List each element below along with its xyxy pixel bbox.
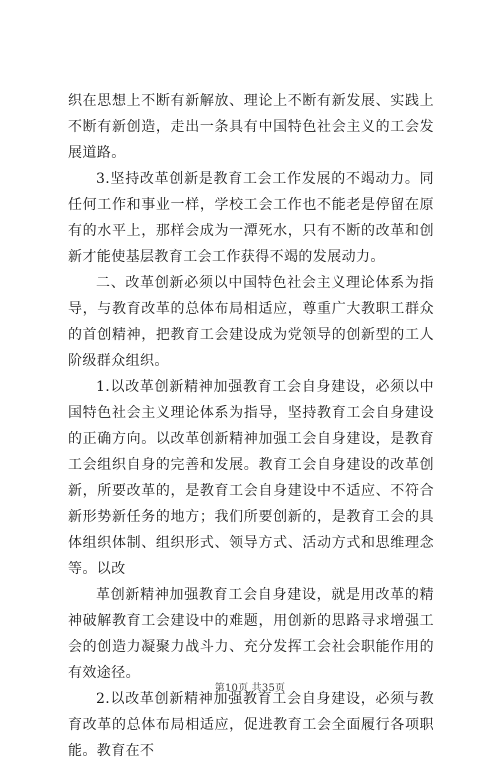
document-body xyxy=(68,88,434,764)
paragraph-section-2: 二、改革创新必须以中国特色社会主义理论体系为指导，与教育改革的总体布局相适应，尊重广大教职工群众的首创精神，把教育工会建设成为党领导的创新型的工人阶级群众组织。 xyxy=(68,275,434,369)
paragraph-point-1: 1.以改革创新精神加强教育工会自身建设，必须以中国特色社会主义理论体系为指导，坚持教育工会自身建设的正确方向。以改革创新精神加强工会自身建设，是教育工会组织自身的完善和发展。教育工会自身建设的改革创新，所要改革的，是教育工会自身建设中不适应、不符合新形势新任务的地方；我们所要创新的，是教育工会的具体组织体制、组织形式、领导方式、活动方式和思维理念等。以改 xyxy=(68,379,434,577)
paragraph-point-3: 3.坚持改革创新是教育工会工作发展的不竭动力。同任何工作和事业一样，学校工会工作也不能老是停留在原有的水平上，那样会成为一潭死水，只有不断的改革和创新才能使基层教育工会工作获得不竭的发展动力。 xyxy=(68,171,434,265)
page-number-footer: 第10页 共35页 xyxy=(214,683,286,694)
paragraph-continuation: 织在思想上不断有新解放、理论上不断有新发展、实践上不断有新创造，走出一条具有中国特色社会主义的工会发展道路。 xyxy=(68,93,434,161)
paragraph-point-1-continued: 革创新精神加强教育工会自身建设，就是用改革的精神破解教育工会建设中的难题，用创新的思路寻求增强工会的创造力凝聚力战斗力、充分发挥工会社会职能作用的有效途径。 xyxy=(68,587,434,681)
paragraph-point-2: 2.以改革创新精神加强教育工会自身建设，必须与教育改革的总体布局相适应，促进教育工会全面履行各项职能。教育在不 xyxy=(68,691,434,759)
